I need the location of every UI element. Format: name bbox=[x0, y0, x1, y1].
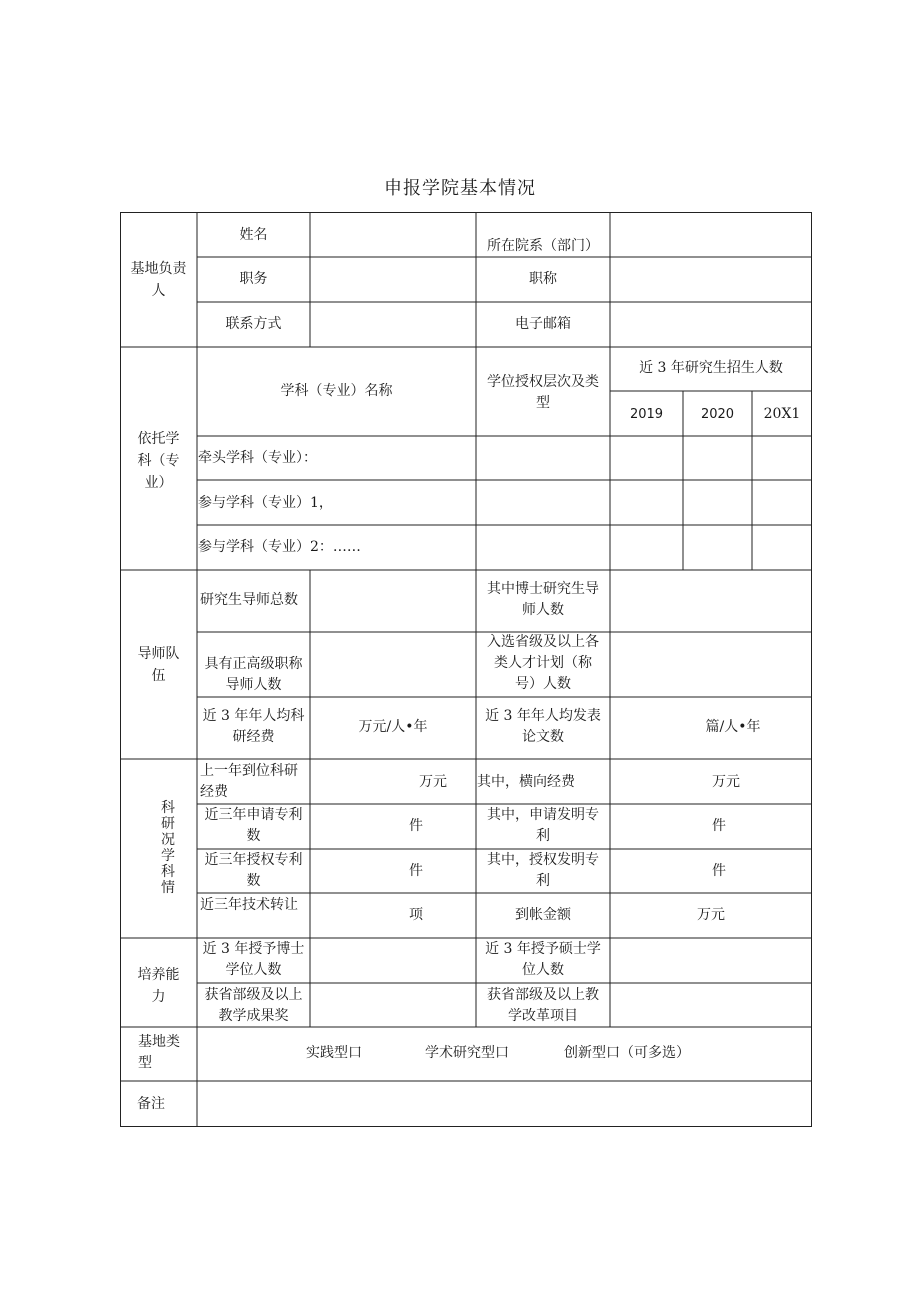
label-teaching-reform: 获省部级及以上教 学改革项目 bbox=[487, 987, 599, 1024]
position-input[interactable] bbox=[311, 258, 475, 301]
label-senior-mentors: 具有正高级职称 导师人数 bbox=[204, 656, 303, 693]
section-label-training: 培养能 力 bbox=[137, 967, 180, 1005]
research-char-4: 学 bbox=[161, 848, 175, 864]
research-char-2: 研 bbox=[161, 816, 175, 832]
label-papers: 近 3 年年人均发表 论文数 bbox=[485, 708, 601, 745]
unit-transfer-amount: 万元 bbox=[697, 907, 725, 923]
label-talent-program: 入选省级及以上各 类人才计划（称 号）人数 bbox=[487, 634, 599, 692]
label-name: 姓名 bbox=[239, 227, 268, 243]
section-label-base-type: 基地类 型 bbox=[138, 1034, 180, 1071]
professional-title-input[interactable] bbox=[611, 258, 811, 301]
label-invention-granted: 其中，授权发明专 利 bbox=[487, 852, 599, 889]
section-label-discipline: 依托学 科（专 业） bbox=[137, 431, 180, 491]
option-practice-type[interactable]: 实践型口 bbox=[306, 1045, 362, 1061]
label-tech-transfer: 近三年技术转让 bbox=[200, 897, 298, 913]
section-label-leader: 基地负责 人 bbox=[130, 261, 187, 299]
research-char-6: 情 bbox=[161, 880, 175, 896]
label-professional-title: 职称 bbox=[529, 271, 557, 287]
header-enrollment: 近 3 年研究生招生人数 bbox=[639, 360, 783, 376]
label-teaching-award: 获省部级及以上 教学成果奖 bbox=[204, 987, 303, 1024]
label-position: 职务 bbox=[239, 271, 268, 287]
unit-funding: 万元/人•年 bbox=[358, 719, 428, 735]
label-master-degrees: 近 3 年授予硕士学 位人数 bbox=[485, 941, 601, 978]
unit-invention-applied: 件 bbox=[712, 818, 726, 834]
section-label-mentor: 导师队 伍 bbox=[137, 646, 180, 684]
label-transfer-amount: 到帐金额 bbox=[515, 907, 571, 923]
label-patents-applied: 近三年申请专利 数 bbox=[204, 807, 303, 844]
label-horizontal-funding: 其中，横向经费 bbox=[477, 774, 575, 790]
research-char-1: 科 bbox=[161, 800, 175, 816]
option-academic-type[interactable]: 学术研究型口 bbox=[425, 1045, 509, 1061]
application-form-table bbox=[120, 212, 812, 1127]
year-20x1: 20X1 bbox=[763, 406, 801, 422]
label-phd-mentors: 其中博士研究生导 师人数 bbox=[487, 581, 599, 618]
label-mentor-total: 研究生导师总数 bbox=[200, 592, 298, 608]
label-annual-funding: 上一年到位科研 经费 bbox=[200, 763, 298, 800]
research-char-3: 况 bbox=[161, 832, 175, 848]
label-phd-degrees: 近 3 年授予博士 学位人数 bbox=[202, 941, 305, 978]
label-contact: 联系方式 bbox=[225, 316, 282, 332]
unit-invention-granted: 件 bbox=[712, 863, 726, 879]
unit-horizontal-funding: 万元 bbox=[712, 774, 740, 790]
year-2019: 2019 bbox=[629, 407, 664, 422]
header-degree-level: 学位授权层次及类 型 bbox=[487, 374, 599, 411]
contact-input[interactable] bbox=[311, 303, 475, 346]
label-remark: 备注 bbox=[137, 1096, 165, 1112]
unit-papers: 篇/人•年 bbox=[705, 719, 761, 735]
unit-patents-granted: 件 bbox=[409, 863, 423, 879]
year-2020: 2020 bbox=[700, 407, 735, 422]
page-title: 申报学院基本情况 bbox=[384, 178, 536, 199]
email-input[interactable] bbox=[611, 303, 811, 346]
label-patents-granted: 近三年授权专利 数 bbox=[204, 852, 303, 889]
row-lead-discipline: 牵头学科（专业）： bbox=[198, 450, 317, 466]
name-input[interactable] bbox=[311, 213, 475, 256]
department-input[interactable] bbox=[611, 213, 811, 256]
remark-input[interactable] bbox=[198, 1082, 811, 1126]
label-department: 所在院系（部门） bbox=[487, 238, 599, 254]
option-innovation-type[interactable]: 创新型口（可多选） bbox=[564, 1045, 690, 1061]
label-email: 电子邮箱 bbox=[515, 316, 571, 332]
research-char-5: 科 bbox=[161, 864, 175, 880]
header-discipline-name: 学科（专业）名称 bbox=[280, 383, 393, 399]
unit-annual-funding: 万元 bbox=[419, 774, 447, 790]
row-participating-discipline-2: 参与学科（专业）2：…… bbox=[198, 539, 361, 555]
unit-tech-transfer: 项 bbox=[409, 907, 423, 923]
unit-patents-applied: 件 bbox=[409, 818, 423, 834]
label-invention-applied: 其中，申请发明专 利 bbox=[487, 807, 599, 844]
label-research-funding: 近 3 年年人均科 研经费 bbox=[202, 708, 305, 745]
row-participating-discipline-1: 参与学科（专业）1， bbox=[198, 495, 333, 511]
